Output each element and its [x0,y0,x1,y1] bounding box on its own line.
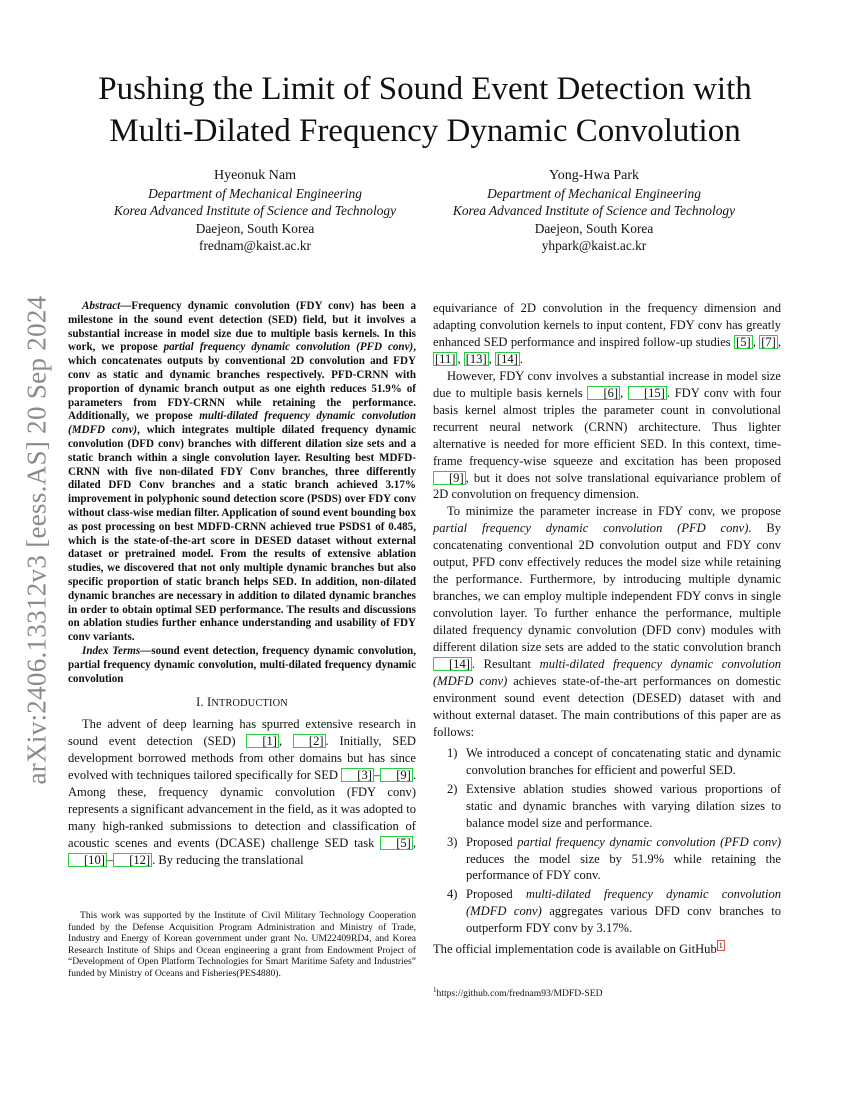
author-dept: Department of Mechanical Engineering [148,185,362,201]
list-item [433,745,781,779]
body-text: , but it does not solve translational equivariance problem of 2D convolution on frequency dimension. [433,470,781,502]
index-terms-text: —sound event detection, frequency dynamic convolution, partial frequency dynamic convolution, multi-dilated frequency dynamic convolution [68,644,416,685]
body-text: , [752,334,760,349]
list-text: Extensive ablation studies showed various proportions of static and dynamic branches with varying dilation sizes to balance model size and performance. [466,781,781,830]
list-emph: multi-dilated frequency dynamic convolution (MDFD conv) [466,887,781,919]
citation-link[interactable]: [6] [587,386,620,400]
author-name: Hyeonuk Nam [213,168,297,183]
citation-link[interactable]: [14] [433,657,472,671]
funding-text: This work was supported by the Institute of Civil Military Technology Cooperation funded by the Defense Acquisition Program Administration and Ministry of Trade, Industry and Energy of Korean government under grant No. UM22409RD4, and Korea Research Institute of Ships and Ocean engineering a grant from Endowment Project of “Development of Open Platform Technologies for Smart Maritime Safety and Industries” funded by Ministry of Oceans and Fisheries(PES4880). [68,910,416,979]
author-loc: Daejeon, South Korea [534,220,654,236]
citation-link[interactable]: [10] [68,853,107,867]
intro-body [68,716,416,869]
github-footnote [433,985,781,1000]
body-text: To minimize the parameter increase in FDY conv, we propose [447,504,781,519]
body-text: equivariance of 2D convolution in the frequency dimension and adapting convolution kernels to input content, FDY conv has greatly enhanced SED performance and inspired follow-up studies [433,301,781,349]
author-inst: Korea Advanced Institute of Science and Technology [452,203,736,218]
body-text: , [620,385,628,400]
abstract-text: , which integrates multiple dilated frequency dynamic convolution (DFD conv) branches with different dilation size sets and a static branch within a single convolution layer. Resulting best MDFD-CRNN with five non-dilated FDY Conv branches, three differently dilated DFD Conv branches and a static branch achieved 3.17% improvement in polyphonic sound detection score (PSDS) over FDY conv without class-wise median filter. Application of sound event bounding box as post processing on best MDFD-CRNN achieved true PSDS1 of 0.485, which is the state-of-the-art score in DESED dataset without external dataset or pretrained model. From the results of extensive ablation studies, we discovered that not only multiple dynamic branches but also specific proportion of static branch helps SED. In addition, non-dilated dynamic branches are necessary in addition to dilated dynamic branches in order to obtain optimal SED performance. The results and discussions on ablation studies further enhance understanding and usability of FDY conv variants. [68,424,416,644]
citation-link[interactable]: [15] [628,386,667,400]
list-text: reduces the model size by 51.9% while retaining the performance of FDY conv. [466,851,781,883]
paper-title [60,68,790,152]
abstract-label: Abstract [82,300,121,312]
section-numeral: I. [196,695,208,710]
arxiv-sidebar-stamp [20,285,54,795]
closing-text: The official implementation code is available on GitHub [433,942,717,957]
list-emph: partial frequency dynamic convolution (PFD conv) [517,834,782,849]
body-text: , [488,351,495,366]
body-text: . [519,351,523,366]
github-url[interactable]: https://github.com/frednam93/MDFD-SED [436,988,603,1000]
citation-link[interactable]: [9] [380,768,413,782]
section-first-letter: I [207,695,212,710]
citation-link[interactable]: [5] [736,334,751,349]
author-email: yhpark@kaist.ac.kr [541,238,647,253]
section-rest: NTRODUCTION [211,698,288,710]
body-text: The advent of deep learning has spurred extensive research in sound event detection (SED) [68,717,416,749]
list-text: Proposed [466,887,526,902]
body-text: . Initially, SED development borrowed methods from other domains but has since evolved with techniques tailored specifically for SED [68,734,416,783]
contributions-list [433,745,781,937]
body-text: achieves state-of-the-art performances on domestic environment sound event detection (DESED) dataset with and without external dataset. The main contributions of this paper are as follows: [433,673,781,739]
body-text: , [457,351,464,366]
abstract-emph: partial frequency dynamic convolution (PFD conv) [163,341,414,354]
title-line-1: Pushing the Limit of Sound Event Detection with [98,71,752,107]
citation-link[interactable]: [1] [246,734,279,748]
body-text: . By reducing the translational [152,852,304,867]
list-item [433,886,781,937]
list-item [433,781,781,832]
body-text: . Among these, frequency dynamic convolution (FDY conv) represents a significant advancement in the field, as it was adopted to many high-ranked submissions to detection and classification of acoustic scenes and events (DCASE) challenge SED task [68,768,416,850]
arxiv-id: arXiv:2406.13312v3 [eess.AS] 20 Sep 2024 [21,295,52,785]
citation-link[interactable]: [3] [341,768,374,782]
author-email: frednam@kaist.ac.kr [199,238,311,253]
citation-link[interactable]: [11] [435,351,456,366]
citation-link[interactable]: [5] [380,836,413,850]
author-block-1 [85,167,425,255]
body-text: , [278,734,293,749]
citation-link[interactable]: [13] [465,351,487,366]
citation-link[interactable]: [9] [433,471,466,485]
left-column [68,300,416,869]
abstract-text: —Frequency dynamic convolution (FDY conv) has been a milestone in the sound event detection (SED) field, but it involves a substantial increase in model size due to multiple basis kernels. In this work, we propose [68,300,416,354]
citation-link[interactable]: [2] [293,734,326,748]
abstract-emph: multi-dilated frequency dynamic convolution (MDFD conv) [68,410,416,437]
list-number: 3) [447,834,458,849]
citation-link[interactable]: [7] [761,334,776,349]
right-body [433,300,781,958]
list-text: aggregates various DFD conv branches to outperform FDY conv by 3.17%. [466,904,781,936]
body-text: However, FDY conv involves a substantial increase in model size due to multiple basis kernels [433,368,781,400]
author-dept: Department of Mechanical Engineering [487,185,701,201]
body-text: . Resultant [471,657,540,672]
list-text: We introduced a concept of concatenating static and dynamic convolution branches for efficient and powerful SED. [466,745,781,777]
citation-link[interactable]: [14] [496,351,518,366]
list-text: Proposed [466,834,518,849]
index-terms-label: Index Terms [82,644,141,657]
footnote-link[interactable]: 1 [718,941,723,951]
author-inst: Korea Advanced Institute of Science and Technology [113,203,397,218]
abstract [68,300,416,686]
body-text: . By concatenating conventional 2D convolution output and FDY conv output, PFD conv effectively reduces the model size while retaining the performance. Furthermore, by introducing multiple dynamic branches, we can employ multiple independent FDY convs in single convolution layer. To further enhance the performance, multiple dilated frequency dynamic convolution (DFD conv) modules with different dilation size sets are added to the static convolution branch [433,521,781,655]
body-text: , [777,334,781,349]
title-line-2: Multi-Dilated Frequency Dynamic Convolution [109,113,741,149]
citation-link[interactable]: [12] [113,853,152,867]
section-heading-introduction [68,694,416,713]
author-block-2 [424,167,764,255]
emph-text: multi-dilated frequency dynamic convolution (MDFD conv) [433,657,781,688]
abstract-text: , which concatenates outputs by conventional 2D convolution and FDY conv as static and dynamic branches respectively. PFD-CRNN with proportion of dynamic branch output as one eighth reduces 51.9% of parameters from FDY-CRNN while retaining the performance. Additionally, we propose [68,341,416,423]
list-number: 4) [447,887,458,902]
list-number: 1) [447,745,458,760]
funding-footnote [68,910,416,980]
body-text: – [106,852,114,867]
list-item [433,834,781,885]
author-name: Yong-Hwa Park [549,168,639,183]
right-column [433,300,781,958]
body-text: , [412,835,416,850]
body-text: . FDY conv with four basis kernel almost triples the parameter count in convolutional recurrent neural network (CRNN) architecture. Thus lighter alternative is needed for more efficient SED. In this context, time-frame frequency-wise squeeze and excitation has been proposed [433,385,781,468]
author-loc: Daejeon, South Korea [195,220,315,236]
footnote-number: 1 [433,986,437,994]
body-text: – [373,768,381,783]
list-number: 2) [447,781,458,796]
emph-text: partial frequency dynamic convolution (PFD conv) [433,521,749,536]
